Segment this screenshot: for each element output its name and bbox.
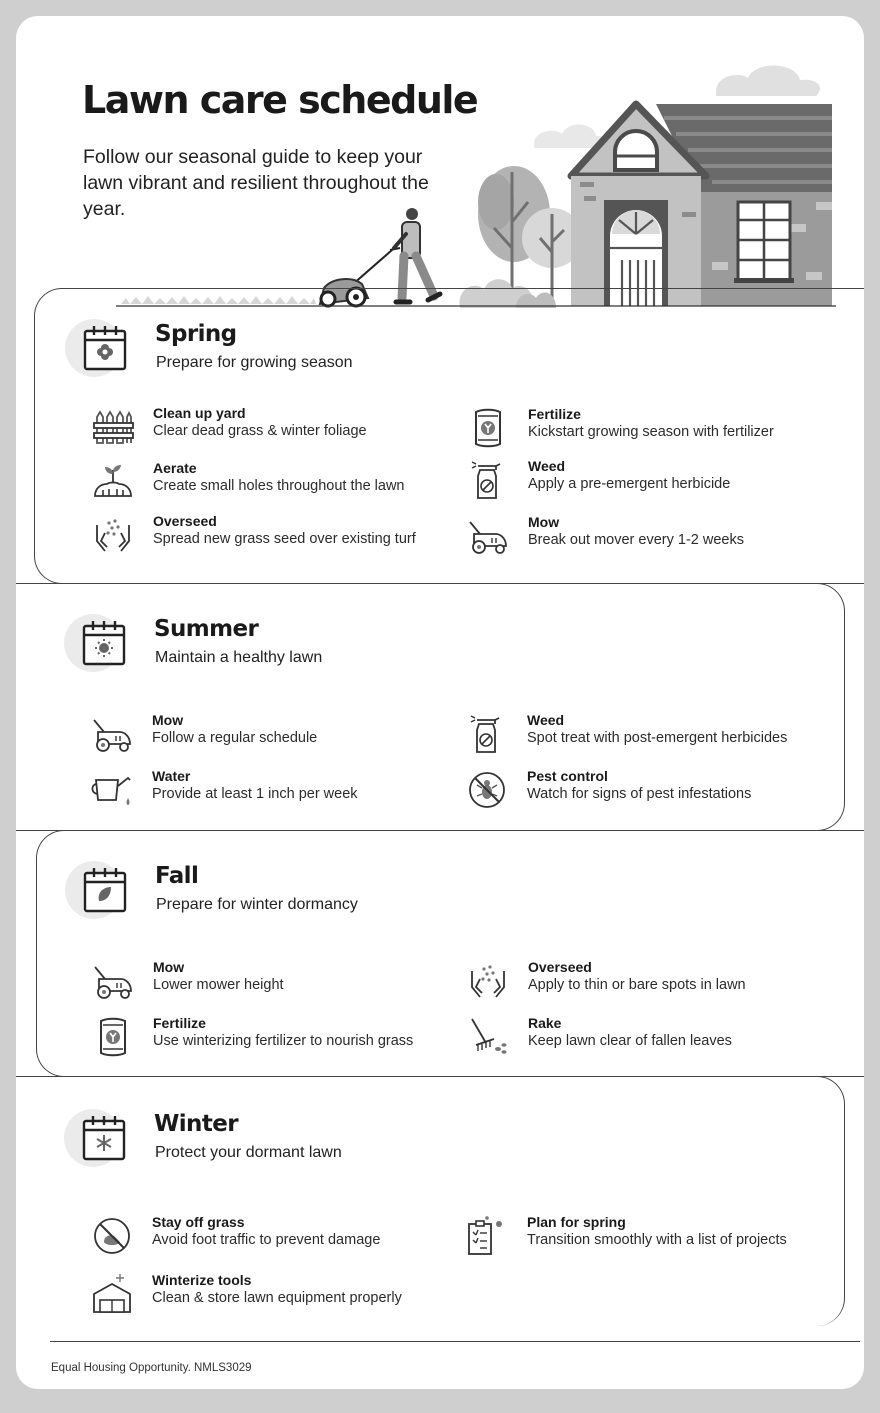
task-title: Rake [528, 1015, 562, 1031]
task-description: Watch for signs of pest infestations [527, 786, 752, 802]
footer-divider [50, 1341, 860, 1342]
task-description: Follow a regular schedule [152, 730, 318, 746]
task-title: Plan for spring [527, 1214, 626, 1230]
no-walking-icon [90, 1214, 134, 1258]
task-weed [465, 712, 835, 756]
task-aerate [91, 460, 461, 504]
task-overseed [466, 959, 836, 1003]
watering-can-icon [90, 768, 134, 812]
task-description: Clear dead grass & winter foliage [153, 423, 367, 439]
task-description: Break out mover every 1-2 weeks [528, 532, 744, 548]
task-fertilize [466, 406, 836, 450]
task-description: Provide at least 1 inch per week [152, 786, 358, 802]
task-title: Mow [153, 959, 185, 975]
task-description: Clean & store lawn equipment properly [152, 1290, 402, 1306]
lawn-mower-icon [90, 712, 134, 756]
task-title: Stay off grass [152, 1214, 245, 1230]
task-description: Keep lawn clear of fallen leaves [528, 1033, 732, 1049]
legal-disclaimer: Equal Housing Opportunity. NMLS3029 [51, 1362, 252, 1374]
season-title: Fall [155, 863, 199, 889]
task-title: Mow [528, 514, 560, 530]
season-summer [16, 583, 845, 831]
season-winter [16, 1076, 845, 1326]
task-title: Overseed [528, 959, 592, 975]
task-mow [90, 712, 460, 756]
rake-icon [466, 1015, 510, 1059]
hands-seeds-icon [466, 959, 510, 1003]
task-title: Pest control [527, 768, 608, 784]
season-spring [34, 288, 864, 584]
task-water [90, 768, 460, 812]
fertilizer-bag-icon [91, 1015, 135, 1059]
spray-bottle-icon [465, 712, 509, 756]
season-title: Winter [154, 1111, 238, 1137]
task-title: Weed [528, 458, 566, 474]
task-winterize-tools [90, 1272, 460, 1316]
calendar-leaf-icon [83, 867, 127, 913]
fence-icon [91, 405, 135, 449]
task-description: Kickstart growing season with fertilizer [528, 424, 774, 440]
calendar-sun-icon [82, 620, 126, 666]
task-title: Clean up yard [153, 405, 246, 421]
task-description: Apply to thin or bare spots in lawn [528, 977, 746, 993]
task-description: Transition smoothly with a list of projects [527, 1232, 787, 1248]
sprout-soil-icon [91, 460, 135, 504]
task-clean-up-yard [91, 405, 461, 449]
calendar-flower-icon [83, 325, 127, 371]
task-mow [466, 514, 836, 558]
season-subtitle: Prepare for winter dormancy [156, 896, 358, 913]
season-subtitle: Maintain a healthy lawn [155, 649, 323, 666]
lawn-mower-icon [466, 514, 510, 558]
page-title: Lawn care schedule [82, 78, 478, 122]
task-description: Use winterizing fertilizer to nourish grass [153, 1033, 414, 1049]
hands-seeds-icon [91, 513, 135, 557]
task-title: Overseed [153, 513, 217, 529]
lawn-mower-icon [91, 959, 135, 1003]
task-title: Fertilize [528, 406, 581, 422]
season-title: Spring [155, 321, 237, 347]
calendar-snowflake-icon [82, 1115, 126, 1161]
house-lawn-illustration [116, 52, 836, 308]
task-description: Avoid foot traffic to prevent damage [152, 1232, 381, 1248]
task-rake [466, 1015, 836, 1059]
task-title: Fertilize [153, 1015, 206, 1031]
task-mow [91, 959, 461, 1003]
season-fall [36, 830, 864, 1077]
task-title: Water [152, 768, 191, 784]
season-subtitle: Prepare for growing season [156, 354, 353, 371]
season-title: Summer [154, 616, 259, 642]
schedule-card [16, 16, 864, 1389]
task-overseed [91, 513, 461, 557]
task-title: Mow [152, 712, 184, 728]
intro-text: Follow our seasonal guide to keep your lawn vibrant and resilient throughout the year. [83, 146, 429, 220]
task-title: Winterize tools [152, 1272, 252, 1288]
task-stay-off-grass [90, 1214, 460, 1258]
task-description: Create small holes throughout the lawn [153, 478, 405, 494]
task-weed [466, 458, 836, 502]
task-title: Weed [527, 712, 565, 728]
task-title: Aerate [153, 460, 197, 476]
task-fertilize [91, 1015, 461, 1059]
season-subtitle: Protect your dormant lawn [155, 1144, 342, 1161]
task-description: Lower mower height [153, 977, 284, 993]
task-description: Spread new grass seed over existing turf [153, 531, 416, 547]
task-pest-control [465, 768, 835, 812]
shed-icon [90, 1272, 134, 1316]
task-description: Apply a pre-emergent herbicide [528, 476, 731, 492]
no-bug-icon [465, 768, 509, 812]
fertilizer-bag-icon [466, 406, 510, 450]
task-description: Spot treat with post-emergent herbicides [527, 730, 788, 746]
task-plan-for-spring [465, 1214, 835, 1258]
spray-bottle-icon [466, 458, 510, 502]
checklist-icon [465, 1214, 509, 1258]
